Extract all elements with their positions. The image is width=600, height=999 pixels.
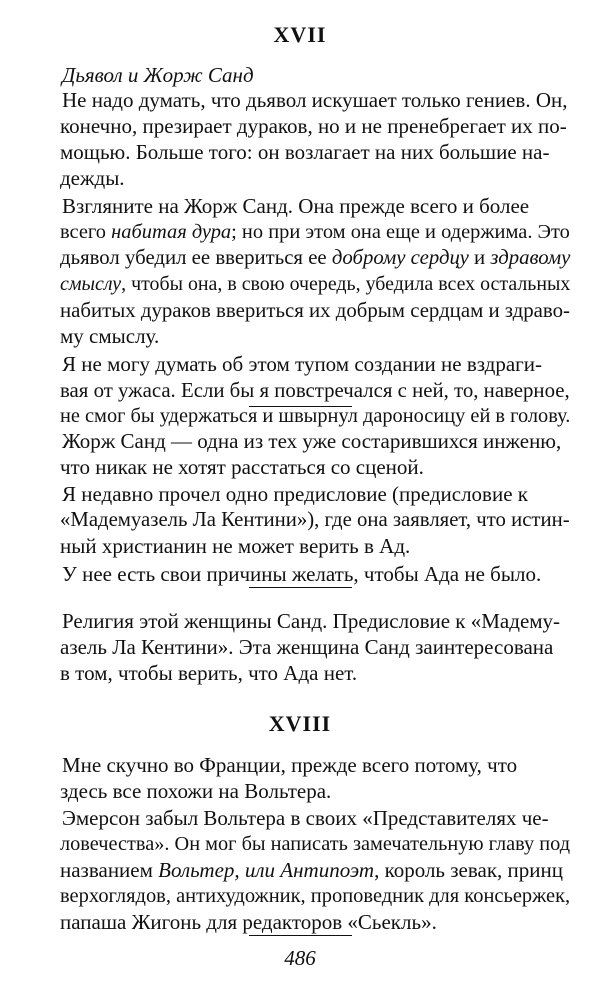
text-line: что никак не хотят расстаться со сценой. xyxy=(60,455,424,479)
italic-phrase: Вольтер, или Антипоэт xyxy=(158,858,375,882)
text-line: Я недавно прочел одно предисловие (предисловие к xyxy=(62,482,528,506)
text-line: му смыслу. xyxy=(60,324,160,348)
section-subtitle: Дьявол и Жорж Санд xyxy=(62,63,254,87)
chapter-heading-xviii: XVIII xyxy=(268,711,332,736)
text-line: азель Ла Кентини». Эта женщина Санд заинтересована xyxy=(60,635,554,659)
text-line: конечно, презирает дураков, но и не пренебрегает их по- xyxy=(60,114,567,138)
text-line: набитых дураков ввериться их добрым сердцам и здраво- xyxy=(60,298,570,322)
text-line: здесь все похожи на Вольтера. xyxy=(60,779,332,803)
italic-phrase: набитая дура xyxy=(111,221,232,243)
text-line: всего набитая дура; но при этом она еще и одержима. Это xyxy=(60,221,570,243)
text-line: верхоглядов, антихудожник, проповедник для консьержек, xyxy=(60,885,571,907)
chapter-heading-xvii: XVII xyxy=(273,22,327,47)
text-line: вая от ужаса. Если бы я повстречался с ней, то, наверное, xyxy=(60,378,570,402)
text-line: смыслу, чтобы она, в свою очередь, убедила всех остальных xyxy=(60,273,571,295)
section-divider xyxy=(249,406,352,407)
text-line: Жорж Санд — одна из тех уже состарившихся инженю, xyxy=(62,429,562,453)
text-line: названием Вольтер, или Антипоэт, король зевак, принц xyxy=(60,858,563,882)
text-line: Религия этой женщины Санд. Предисловие к «Мадему- xyxy=(62,609,561,633)
text-line: Взгляните на Жорж Санд. Она прежде всего и более xyxy=(62,194,530,218)
section-divider xyxy=(249,587,352,588)
italic-phrase: здравому xyxy=(490,246,571,269)
text-line: дежды. xyxy=(60,166,125,190)
text-line: У нее есть свои причины желать, чтобы Ада не было. xyxy=(62,562,542,586)
text-line: Я не могу думать об этом тупом создании не вздраги- xyxy=(62,352,543,376)
text-line: Мне скучно во Франции, прежде всего потому, что xyxy=(62,753,518,777)
text-line: Не надо думать, что дьявол искушает только гениев. Он, xyxy=(62,88,568,112)
text-line: дьявол убедил ее ввериться ее доброму сердцу и здравому xyxy=(60,246,571,269)
text-line: ный христианин не может верить в Ад. xyxy=(60,534,411,558)
text-line: мощью. Больше того: он возлагает на них большие на- xyxy=(60,140,550,164)
text-line: в том, чтобы верить, что Ада нет. xyxy=(60,661,358,685)
text-line: «Мадемуазель Ла Кентини»), где она заявляет, что истин- xyxy=(60,509,570,531)
footer-divider xyxy=(249,935,352,936)
italic-phrase: доброму сердцу xyxy=(331,246,469,269)
text-line: не смог бы удержаться и швырнул дароносицу ей в голову. xyxy=(60,405,571,427)
italic-phrase: смыслу xyxy=(60,273,122,295)
text-line: Эмерсон забыл Вольтера в своих «Представителях че- xyxy=(62,806,549,830)
text-line: папаша Жигонь для редакторов «Сьекль». xyxy=(60,910,437,934)
page-number: 486 xyxy=(284,946,316,970)
text-line: ловечества». Он мог бы написать замечательную главу под xyxy=(60,833,571,855)
